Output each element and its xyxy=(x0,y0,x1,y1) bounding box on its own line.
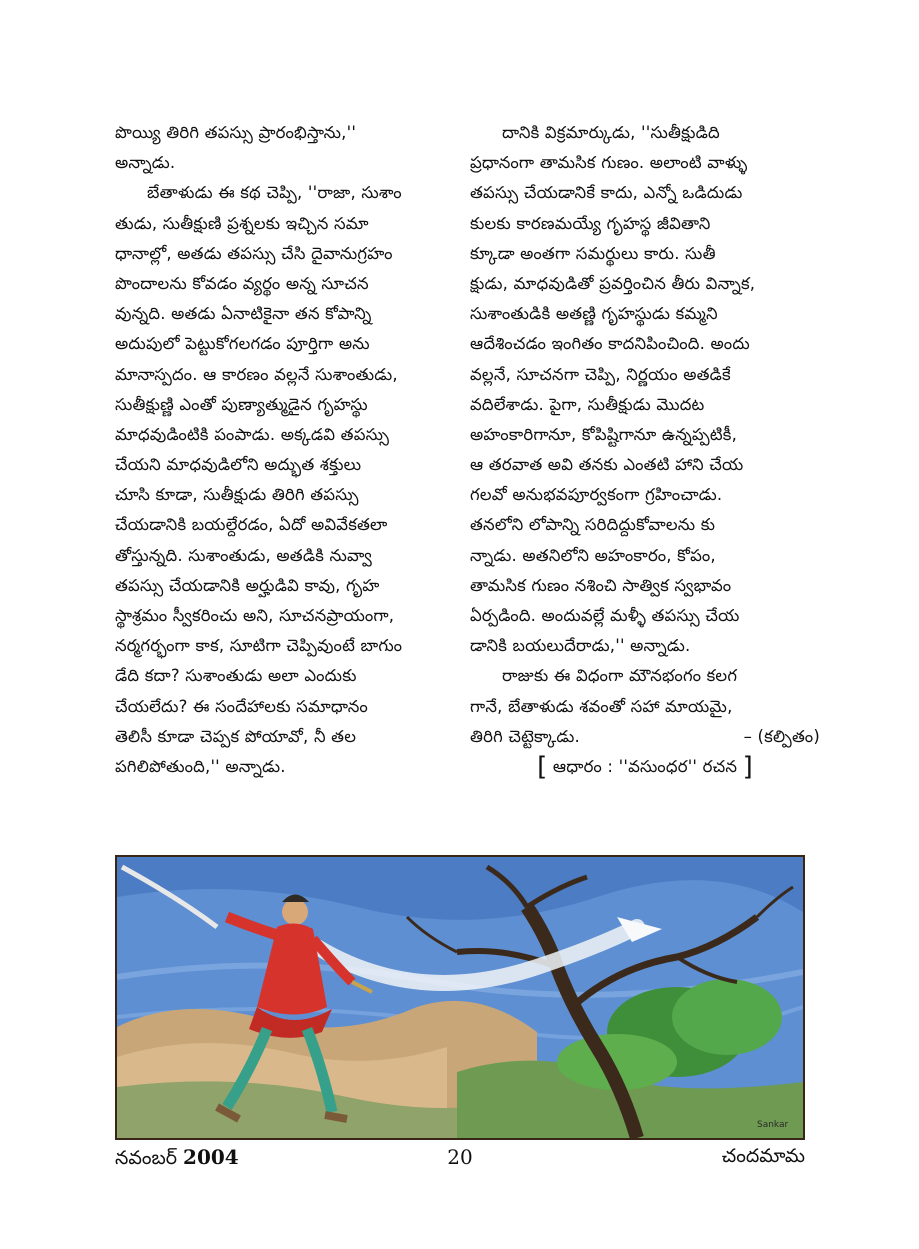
text-line-content: తిరిగి చెట్టెక్కాడు. xyxy=(470,726,580,746)
text-line: నర్మగర్భంగా కాక, సూటిగా చెప్పివుంటే బాగుం xyxy=(115,636,403,656)
text-line: సుశాంతుడికి అతణ్ణి గృహస్థుడు కమ్మని xyxy=(470,304,718,324)
text-line: సుతీక్షుణ్ణి ఎంతో పుణ్యాత్ముడైన గృహస్థు xyxy=(115,394,368,414)
text-line: తపస్సు చేయడానికి అర్హుడివి కావు, గృహ xyxy=(115,575,380,595)
text-line: స్థాశ్రమం స్వీకరించు అని, సూచనప్రాయంగా, xyxy=(115,606,395,625)
text-line: తామసిక గుణం నశించి సాత్విక స్వభావం xyxy=(470,575,732,595)
left-text-column xyxy=(115,118,465,782)
source-bracket-close: ] xyxy=(742,751,753,782)
right-text-column xyxy=(470,118,820,782)
text-line: పొందాలను కోవడం వ్యర్థం అన్న సూచన xyxy=(115,273,369,293)
text-line: మాధవుడింటికి పంపాడు. అక్కడవి తపస్సు xyxy=(115,424,390,444)
issue-year: 2004 xyxy=(183,1145,239,1169)
vikram-betal-scene-image xyxy=(117,857,803,1138)
story-credit: – (కల్పితం) xyxy=(743,726,820,746)
text-line: వున్నది. అతడు ఏనాటికైనా తన కోపాన్ని xyxy=(115,304,372,324)
text-line: తపస్సు చేయడానికే కాదు, ఎన్నో ఒడిదుడు xyxy=(470,183,743,203)
text-line: ప్రధానంగా తామసిక గుణం. అలాంటి వాళ్ళు xyxy=(470,153,748,173)
text-line: పొయ్యి తిరిగి తపస్సు ప్రారంభిస్తాను,'' xyxy=(115,123,357,142)
artist-signature: Sankar xyxy=(757,1120,789,1130)
text-line: దానికి విక్రమార్కుడు, ''సుతీక్షుడిది xyxy=(502,123,720,142)
text-line: న్నాడు. అతనిలోని అహంకారం, కోపం, xyxy=(470,545,716,565)
text-line: క్షుడు, మాధవుడితో ప్రవర్తించిన తీరు విన్నాక, xyxy=(470,273,756,293)
source-note xyxy=(470,752,820,782)
text-line: గలవో అనుభవపూర్వకంగా గ్రహించాడు. xyxy=(470,485,723,505)
text-line: ధానాల్లో, అతడు తపస్సు చేసి దైవానుగ్రహం xyxy=(115,243,393,263)
text-line: ఆ తరవాత అవి తనకు ఎంతటి హాని చేయ xyxy=(470,455,744,475)
text-line: అన్నాడు. xyxy=(115,153,176,173)
text-line xyxy=(470,722,820,752)
story-illustration xyxy=(115,855,805,1140)
text-line: క్కూడా అంతగా సమర్థులు కారు. సుతీ xyxy=(470,243,716,263)
text-line: మానాస్పదం. ఆ కారణం వల్లనే సుశాంతుడు, xyxy=(115,364,398,384)
text-line: డేది కదా? సుశాంతుడు అలా ఎందుకు xyxy=(115,666,357,686)
issue-month: నవంబర్ xyxy=(115,1147,177,1169)
source-bracket-open: [ xyxy=(537,751,548,782)
text-line: వదిలేశాడు. పైగా, సుతీక్షుడు మొదట xyxy=(470,394,705,414)
text-line: ఆదేశించడం ఇంగితం కాదనిపించింది. అందు xyxy=(470,334,750,354)
text-line: కులకు కారణమయ్యే గృహస్థ జీవితాని xyxy=(470,213,711,233)
text-line: చేయని మాధవుడిలోని అద్భుత శక్తులు xyxy=(115,455,362,475)
text-line: చేయలేదు? ఈ సందేహాలకు సమాధానం xyxy=(115,696,368,716)
text-line: చేయడానికి బయల్దేరడం, ఏదో అవివేకతలా xyxy=(115,515,388,535)
text-line: తోస్తున్నది. సుశాంతుడు, అతడికి నువ్వా xyxy=(115,545,373,565)
text-line: తుడు, సుతీక్షుణి ప్రశ్నలకు ఇచ్చిన సమా xyxy=(115,213,369,233)
magazine-name: చందమామ xyxy=(721,1145,805,1167)
text-line: వల్లనే, సూచనగా చెప్పి, నిర్ణయం అతడికే xyxy=(470,364,731,384)
text-line: తెలిసీ కూడా చెప్పక పోయావో, నీ తల xyxy=(115,726,357,746)
source-note-text: ఆధారం : ''వసుంధర'' రచన xyxy=(552,756,738,776)
text-line: తనలోని లోపాన్ని సరిదిద్దుకోవాలను కు xyxy=(470,515,716,535)
text-line: అహంకారిగానూ, కోపిష్టిగానూ ఉన్నప్పటికీ, xyxy=(470,424,738,444)
text-line: అదుపులో పెట్టుకోగలగడం పూర్తిగా అను xyxy=(115,334,370,354)
text-line: రాజుకు ఈ విధంగా మౌనభంగం కలగ xyxy=(502,666,738,686)
text-line: ఏర్పడింది. అందువల్లే మళ్ళీ తపస్సు చేయ xyxy=(470,606,740,625)
page-footer xyxy=(115,1145,805,1177)
text-line: పగిలిపోతుంది,'' అన్నాడు. xyxy=(115,756,286,776)
text-line: చూసి కూడా, సుతీక్షుడు తిరిగి తపస్సు xyxy=(115,485,359,505)
text-line: డానికి బయలుదేరాడు,'' అన్నాడు. xyxy=(470,636,691,656)
page-number: 20 xyxy=(447,1145,473,1169)
text-line: గానే, బేతాళుడు శవంతో సహా మాయమై, xyxy=(470,696,733,716)
text-line: బేతాళుడు ఈ కథ చెప్పి, ''రాజా, సుశాం xyxy=(147,183,402,203)
